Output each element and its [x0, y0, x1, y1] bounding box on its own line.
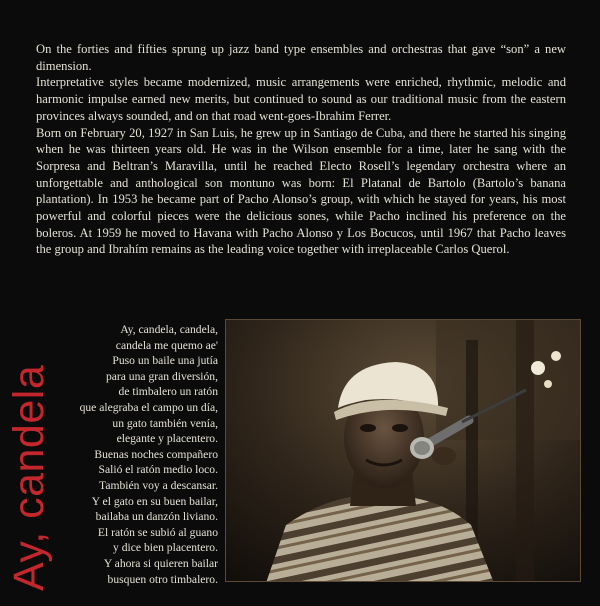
lyric-line: que alegraba el campo un día, — [79, 400, 218, 414]
lyric-line: Ay, candela, candela, — [120, 323, 218, 336]
song-lyrics — [76, 322, 218, 587]
lyric-line: busquen otro timbalero. — [107, 572, 218, 586]
intro-paragraph-3: Born on February 20, 1927 in San Luis, he grew up in Santiago de Cuba, and there he started his singing when he was thirteen years old. He was in the Wilson ensemble for a time, later he sang with the Sorpresa and Beltran’s Maravilla, until he reached Electo Rosell’s legendary orchestra where an unforgettable and anthological son montuno was born: El Platanal de Bartolo (Bartolo’s banana plantation). In 1953 he became part of Pacho Alonso’s group, with which he stayed for years, his most powerful and colorful pieces were the delicious sones, while Pacho inclined his preference on the boleros. At 1959 he moved to Havana with Pacho Alonso y Los Bocucos, until 1967 that Pacho leaves the group and Ibrahím remains as the leading voice together with irreplaceable Carlos Querol. — [36, 125, 566, 257]
lyric-line: bailaba un danzón liviano. — [95, 510, 218, 524]
singer-photo — [225, 319, 581, 582]
lyric-line: para una gran diversión, — [105, 369, 218, 383]
lyric-line: Buenas noches compañero — [94, 447, 218, 461]
song-title: Ay, candela — [5, 364, 53, 591]
intro-paragraph-2: Interpretative styles became modernized, music arrangements were enriched, rhythmic, melodic and harmonic impulse earned new merits, but continued to sound as our traditional music from the eastern provinces always sounded, and on that road went-goes-Ibrahim Ferrer. — [36, 75, 566, 123]
lyric-line: candela me quemo ae' — [115, 338, 218, 352]
lyric-line: Y ahora si quieren bailar — [103, 556, 218, 570]
lyric-line: elegante y placentero. — [116, 432, 218, 446]
lyric-line: y dice bien placentero. — [113, 541, 218, 555]
lyric-line: de timbalero un ratón — [118, 385, 218, 399]
singer-photo-illustration — [226, 320, 581, 582]
lyric-line: Y el gato en su buen bailar, — [91, 494, 218, 508]
lyric-line: un gato también venía, — [112, 416, 218, 430]
lyric-line: Puso un baile una jutía — [112, 354, 218, 368]
lyric-line: El ratón se subió al guano — [97, 525, 218, 539]
lyric-line: También voy a descansar. — [99, 478, 218, 492]
lyric-line: Salió el ratón medio loco. — [98, 463, 218, 477]
intro-text — [36, 41, 566, 258]
intro-paragraph-1: On the forties and fifties sprung up jazz band type ensembles and orchestras that gave “son” a new dimension. — [36, 42, 566, 73]
